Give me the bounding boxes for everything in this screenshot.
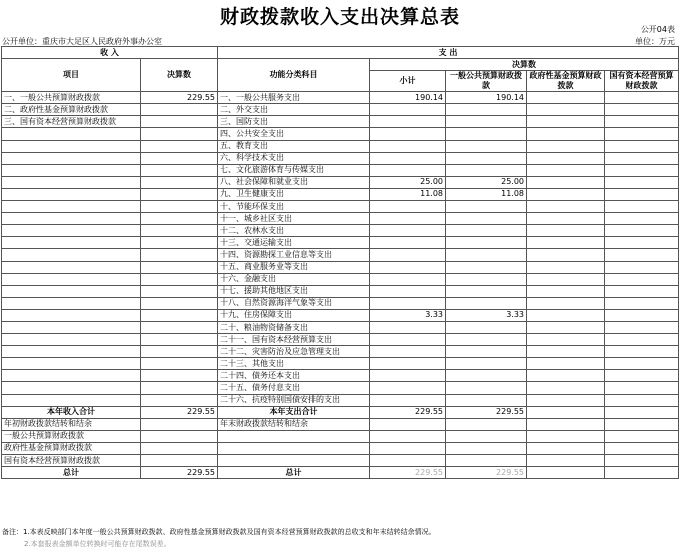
empty-cell (2, 176, 141, 188)
expense-item-label: 六、科学技术支出 (218, 152, 370, 164)
expense-item-subtotal (370, 164, 446, 176)
grand-total-row (2, 467, 679, 479)
table-row (2, 152, 679, 164)
expense-item-gov-fund (527, 188, 605, 200)
empty-cell (218, 455, 370, 467)
empty-cell (141, 201, 218, 213)
expense-item-state-capital (605, 188, 679, 200)
expense-item-gov-fund (527, 249, 605, 261)
expense-item-label: 二十、粮油物资储备支出 (218, 321, 370, 333)
empty-cell (141, 176, 218, 188)
empty-cell (2, 249, 141, 261)
table-row (2, 237, 679, 249)
expense-item-label: 十九、住房保障支出 (218, 309, 370, 321)
general-budget-header: 一般公共预算财政拨款 (446, 71, 527, 92)
expense-item-subtotal (370, 128, 446, 140)
expense-item-label: 九、卫生健康支出 (218, 188, 370, 200)
table-row (2, 92, 679, 104)
empty-cell (2, 358, 141, 370)
expense-item-state-capital (605, 321, 679, 333)
empty-cell (446, 455, 527, 467)
expense-item-gov-fund (527, 346, 605, 358)
empty-cell (141, 128, 218, 140)
table-row (2, 116, 679, 128)
expense-item-general (446, 394, 527, 406)
empty-cell (605, 418, 679, 430)
empty-cell (141, 297, 218, 309)
empty-cell (2, 164, 141, 176)
expense-item-subtotal (370, 225, 446, 237)
expense-item-state-capital (605, 92, 679, 104)
expense-item-gov-fund (527, 261, 605, 273)
empty-cell (527, 455, 605, 467)
expense-item-state-capital (605, 164, 679, 176)
table-row (2, 309, 679, 321)
empty-cell (141, 249, 218, 261)
item-header: 项目 (2, 59, 141, 92)
expense-item-label: 七、文化旅游体育与传媒支出 (218, 164, 370, 176)
expense-item-label: 二十四、债务还本支出 (218, 370, 370, 382)
expense-item-subtotal (370, 261, 446, 273)
table-row (2, 225, 679, 237)
empty-cell (446, 442, 527, 454)
expense-item-subtotal (370, 358, 446, 370)
expense-item-general (446, 321, 527, 333)
expense-item-label: 十六、金融支出 (218, 273, 370, 285)
expense-item-gov-fund (527, 309, 605, 321)
gov-fund-header: 政府性基金预算财政拨款 (527, 71, 605, 92)
expense-item-general (446, 358, 527, 370)
income-item-label: 二、政府性基金预算财政拨款 (2, 104, 141, 116)
empty-cell (2, 201, 141, 213)
table-row (2, 176, 679, 188)
final-amount-header: 决算数 (141, 59, 218, 92)
expense-total-general: 229.55 (446, 406, 527, 418)
empty-cell (2, 140, 141, 152)
empty-cell (2, 273, 141, 285)
expense-item-subtotal (370, 382, 446, 394)
table-row (2, 104, 679, 116)
expense-item-state-capital (605, 140, 679, 152)
table-row (2, 394, 679, 406)
expense-item-state-capital (605, 334, 679, 346)
empty-cell (527, 442, 605, 454)
expense-item-state-capital (605, 285, 679, 297)
table-row (2, 382, 679, 394)
expense-item-gov-fund (527, 104, 605, 116)
expense-item-state-capital (605, 358, 679, 370)
expense-item-gov-fund (527, 297, 605, 309)
table-row (2, 321, 679, 333)
expense-item-state-capital (605, 116, 679, 128)
table-row (2, 164, 679, 176)
empty-cell (141, 164, 218, 176)
expense-item-subtotal (370, 321, 446, 333)
budget-table (1, 46, 679, 479)
expense-item-subtotal (370, 370, 446, 382)
table-row (2, 285, 679, 297)
expense-item-label: 十三、交通运输支出 (218, 237, 370, 249)
expense-item-subtotal (370, 285, 446, 297)
expense-item-subtotal (370, 237, 446, 249)
empty-cell (370, 430, 446, 442)
expense-item-gov-fund (527, 382, 605, 394)
expense-item-label: 十、节能环保支出 (218, 201, 370, 213)
empty-cell (141, 334, 218, 346)
expense-item-label: 二十二、灾害防治及应急管理支出 (218, 346, 370, 358)
empty-cell (2, 261, 141, 273)
table-row (2, 213, 679, 225)
grand-total-income: 229.55 (141, 467, 218, 479)
balance-row (2, 430, 679, 442)
expense-item-gov-fund (527, 370, 605, 382)
expense-item-state-capital (605, 382, 679, 394)
expense-item-label: 三、国防支出 (218, 116, 370, 128)
expense-item-subtotal (370, 394, 446, 406)
expense-item-gov-fund (527, 92, 605, 104)
expense-total-label: 本年支出合计 (218, 406, 370, 418)
balance-row (2, 455, 679, 467)
income-item-value (141, 116, 218, 128)
empty-cell (141, 442, 218, 454)
income-item-label: 一、一般公共预算财政拨款 (2, 92, 141, 104)
expense-item-general (446, 346, 527, 358)
empty-cell (141, 382, 218, 394)
expense-item-label: 八、社会保障和就业支出 (218, 176, 370, 188)
expense-item-general (446, 273, 527, 285)
expense-item-gov-fund (527, 116, 605, 128)
expense-item-gov-fund (527, 201, 605, 213)
currency-unit: 单位：万元 (635, 37, 675, 46)
page-title: 财政拨款收入支出决算总表 (219, 6, 460, 28)
empty-cell (218, 430, 370, 442)
table-row (2, 249, 679, 261)
empty-cell (2, 334, 141, 346)
table-row (2, 188, 679, 200)
expense-item-label: 十四、资源勘探工业信息等支出 (218, 249, 370, 261)
empty-cell (370, 442, 446, 454)
empty-cell (605, 467, 679, 479)
total-row (2, 406, 679, 418)
empty-cell (446, 418, 527, 430)
balance-label: 年初财政拨款结转和结余 (2, 418, 141, 430)
expense-item-subtotal (370, 140, 446, 152)
empty-cell (2, 382, 141, 394)
empty-cell (2, 309, 141, 321)
expense-item-label: 十一、城乡社区支出 (218, 213, 370, 225)
expense-item-subtotal (370, 104, 446, 116)
expense-item-state-capital (605, 297, 679, 309)
expense-item-label: 十八、自然资源海洋气象等支出 (218, 297, 370, 309)
expense-item-general (446, 249, 527, 261)
expense-item-gov-fund (527, 273, 605, 285)
expense-item-gov-fund (527, 176, 605, 188)
empty-cell (141, 237, 218, 249)
expense-item-subtotal: 11.08 (370, 188, 446, 200)
empty-cell (141, 261, 218, 273)
grand-total-label: 总计 (2, 467, 141, 479)
empty-cell (141, 140, 218, 152)
expense-item-label: 十二、农林水支出 (218, 225, 370, 237)
income-item-label: 三、国有资本经营预算财政拨款 (2, 116, 141, 128)
expense-item-general: 190.14 (446, 92, 527, 104)
empty-cell (2, 346, 141, 358)
balance-row (2, 442, 679, 454)
empty-cell (605, 455, 679, 467)
expense-item-state-capital (605, 128, 679, 140)
expense-item-gov-fund (527, 152, 605, 164)
expense-item-gov-fund (527, 334, 605, 346)
income-item-value: 229.55 (141, 92, 218, 104)
expense-item-label: 十五、商业服务业等支出 (218, 261, 370, 273)
expense-item-general (446, 225, 527, 237)
expense-item-subtotal (370, 334, 446, 346)
expense-item-gov-fund (527, 225, 605, 237)
empty-cell (2, 370, 141, 382)
expense-item-state-capital (605, 176, 679, 188)
expense-item-general: 3.33 (446, 309, 527, 321)
empty-cell (141, 321, 218, 333)
empty-cell (141, 309, 218, 321)
expense-item-subtotal (370, 201, 446, 213)
expense-item-gov-fund (527, 140, 605, 152)
income-item-value (141, 104, 218, 116)
expense-item-state-capital (605, 237, 679, 249)
empty-cell (605, 406, 679, 418)
expense-item-subtotal (370, 152, 446, 164)
expense-item-general (446, 285, 527, 297)
expense-item-general (446, 297, 527, 309)
expense-item-subtotal (370, 249, 446, 261)
income-total-label: 本年收入合计 (2, 406, 141, 418)
expense-item-label: 一、一般公共服务支出 (218, 92, 370, 104)
expense-item-general (446, 140, 527, 152)
grand-total-subtotal: 229.55 (370, 467, 446, 479)
table-row (2, 370, 679, 382)
expense-item-gov-fund (527, 164, 605, 176)
empty-cell (2, 225, 141, 237)
table-row (2, 273, 679, 285)
empty-cell (141, 273, 218, 285)
expense-item-subtotal (370, 116, 446, 128)
expense-item-general (446, 104, 527, 116)
expense-item-general: 11.08 (446, 188, 527, 200)
table-row (2, 297, 679, 309)
expense-item-state-capital (605, 249, 679, 261)
expense-item-gov-fund (527, 358, 605, 370)
balance-label: 国有资本经营预算财政拨款 (2, 455, 141, 467)
income-header: 收 入 (2, 47, 218, 59)
empty-cell (2, 128, 141, 140)
expense-item-gov-fund (527, 285, 605, 297)
table-row (2, 334, 679, 346)
expense-item-subtotal (370, 346, 446, 358)
empty-cell (446, 430, 527, 442)
expense-item-state-capital (605, 370, 679, 382)
expense-item-subtotal (370, 213, 446, 225)
expense-item-subtotal (370, 297, 446, 309)
expense-header: 支 出 (218, 47, 679, 59)
expense-item-general (446, 213, 527, 225)
empty-cell (141, 285, 218, 297)
empty-cell (141, 358, 218, 370)
form-number: 公开04表 (640, 25, 675, 34)
income-total-value: 229.55 (141, 406, 218, 418)
table-row (2, 346, 679, 358)
expense-item-state-capital (605, 273, 679, 285)
empty-cell (141, 430, 218, 442)
empty-cell (527, 406, 605, 418)
grand-total-general: 229.55 (446, 467, 527, 479)
expense-item-state-capital (605, 309, 679, 321)
empty-cell (141, 394, 218, 406)
empty-cell (2, 297, 141, 309)
empty-cell (141, 346, 218, 358)
empty-cell (2, 152, 141, 164)
expense-item-general (446, 128, 527, 140)
expense-item-gov-fund (527, 237, 605, 249)
empty-cell (527, 467, 605, 479)
expense-item-subtotal: 190.14 (370, 92, 446, 104)
empty-cell (141, 213, 218, 225)
empty-cell (2, 321, 141, 333)
expense-item-label: 四、公共安全支出 (218, 128, 370, 140)
end-balance-label: 年末财政拨款结转和结余 (218, 418, 370, 430)
table-row (2, 201, 679, 213)
expense-item-state-capital (605, 152, 679, 164)
note-2: 2.本套报表金额单位转换时可能存在尾数误差。 (24, 540, 171, 548)
table-row (2, 140, 679, 152)
empty-cell (370, 418, 446, 430)
reporting-unit: 公开单位：重庆市大足区人民政府外事办公室 (2, 37, 162, 46)
expense-item-state-capital (605, 394, 679, 406)
empty-cell (527, 430, 605, 442)
empty-cell (141, 225, 218, 237)
expense-item-state-capital (605, 213, 679, 225)
table-row (2, 358, 679, 370)
expense-item-general (446, 152, 527, 164)
expense-item-label: 二十三、其他支出 (218, 358, 370, 370)
empty-cell (141, 455, 218, 467)
expense-item-state-capital (605, 261, 679, 273)
expense-item-general: 25.00 (446, 176, 527, 188)
empty-cell (218, 442, 370, 454)
note-1: 备注：1.本表反映部门本年度一般公共预算财政拨款、政府性基金预算财政拨款及国有资本经营预算财政拨款的总收支和年末结转结余情况。 (2, 528, 436, 536)
empty-cell (2, 394, 141, 406)
empty-cell (2, 237, 141, 249)
expense-item-general (446, 382, 527, 394)
expense-item-gov-fund (527, 321, 605, 333)
expense-total-subtotal: 229.55 (370, 406, 446, 418)
expense-item-label: 二、外交支出 (218, 104, 370, 116)
expense-item-label: 二十五、债务付息支出 (218, 382, 370, 394)
expense-item-general (446, 370, 527, 382)
func-category-header: 功能分类科目 (218, 59, 370, 92)
expense-item-state-capital (605, 346, 679, 358)
expense-item-gov-fund (527, 128, 605, 140)
balance-row (2, 418, 679, 430)
subtotal-header: 小计 (370, 71, 446, 92)
empty-cell (527, 418, 605, 430)
expense-item-label: 二十六、抗疫特别国债安排的支出 (218, 394, 370, 406)
expense-item-subtotal: 25.00 (370, 176, 446, 188)
final-amount2-header: 决算数 (370, 59, 679, 71)
table-row (2, 128, 679, 140)
expense-item-subtotal (370, 273, 446, 285)
state-capital-header: 国有资本经营预算财政拨款 (605, 71, 679, 92)
expense-item-gov-fund (527, 213, 605, 225)
empty-cell (2, 188, 141, 200)
empty-cell (141, 370, 218, 382)
empty-cell (141, 188, 218, 200)
grand-total-label-2: 总计 (218, 467, 370, 479)
empty-cell (141, 418, 218, 430)
expense-item-general (446, 261, 527, 273)
expense-item-label: 五、教育支出 (218, 140, 370, 152)
empty-cell (141, 152, 218, 164)
empty-cell (605, 430, 679, 442)
expense-item-state-capital (605, 104, 679, 116)
expense-item-general (446, 116, 527, 128)
table-row (2, 261, 679, 273)
empty-cell (2, 285, 141, 297)
expense-item-state-capital (605, 225, 679, 237)
balance-label: 政府性基金预算财政拨款 (2, 442, 141, 454)
expense-item-label: 十七、援助其他地区支出 (218, 285, 370, 297)
empty-cell (370, 455, 446, 467)
expense-item-label: 二十一、国有资本经营预算支出 (218, 334, 370, 346)
empty-cell (2, 213, 141, 225)
expense-item-general (446, 334, 527, 346)
expense-item-state-capital (605, 201, 679, 213)
balance-label: 一般公共预算财政拨款 (2, 430, 141, 442)
expense-item-general (446, 237, 527, 249)
expense-item-general (446, 164, 527, 176)
expense-item-general (446, 201, 527, 213)
expense-item-subtotal: 3.33 (370, 309, 446, 321)
expense-item-gov-fund (527, 394, 605, 406)
empty-cell (605, 442, 679, 454)
